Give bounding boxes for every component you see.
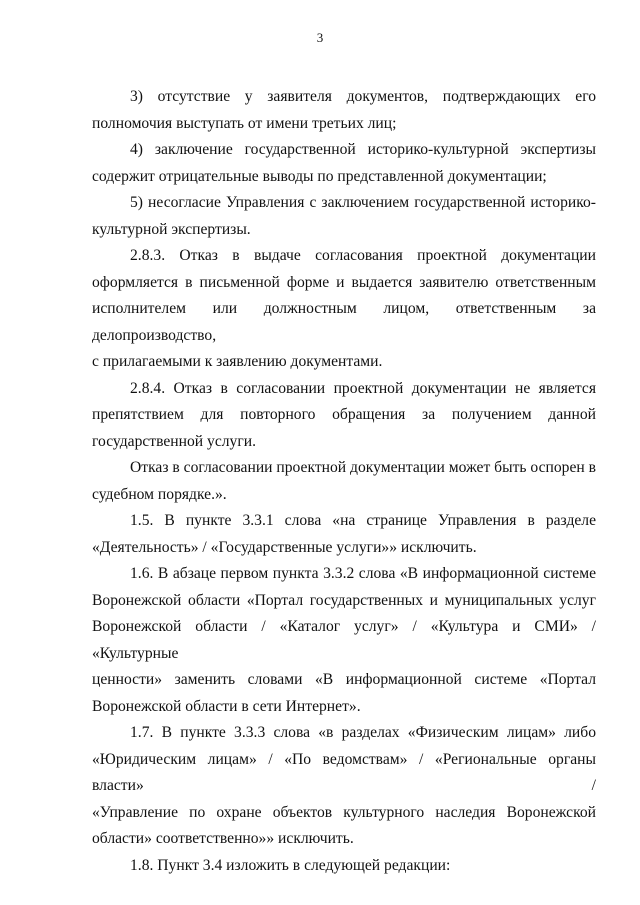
paragraph-para-1-8 (92, 853, 596, 880)
paragraph-item-4 (92, 137, 596, 190)
text-line: области» соответственно»» исключить. (92, 830, 354, 847)
text-line: «Деятельность» / «Государственные услуги»» исключить. (92, 538, 477, 556)
text-line: 1.6. В абзаце первом пункта 3.3.2 слова «В информационной системе (130, 565, 596, 582)
text-line: полномочия выступать от имени третьих лиц; (92, 114, 397, 132)
paragraph-para-1-6 (92, 561, 596, 720)
text-line: судебном порядке.». (92, 485, 227, 503)
text-line: содержит отрицательные выводы по представленной документации; (92, 167, 547, 185)
paragraph-para-2-8-3 (92, 243, 596, 376)
text-line: Отказ в согласовании проектной документации может быть оспорен в (130, 459, 596, 476)
text-line: препятствием для повторного обращения за получением данной (92, 406, 596, 423)
paragraph-para-appeal (92, 455, 596, 508)
text-line: оформляется в письменной форме и выдается заявителю ответственным (92, 273, 596, 291)
text-line: Воронежской области / «Каталог услуг» / «Культура и СМИ» / «Культурные (92, 618, 596, 662)
paragraph-para-1-5 (92, 508, 596, 561)
text-line: государственной услуги. (92, 432, 256, 450)
text-line: 2.8.3. Отказ в выдаче согласования проектной документации (130, 247, 596, 264)
paragraph-para-1-7 (92, 720, 596, 853)
text-line: исполнителем или должностным лицом, ответственным за делопроизводство, (92, 300, 596, 344)
text-line: «Управление по охране объектов культурного наследия Воронежской (92, 803, 596, 821)
text-line: «Юридическим лицам» / «По ведомствам» / «Региональные органы власти» / (92, 750, 596, 794)
page-number: 3 (316, 30, 324, 45)
paragraph-item-3 (92, 84, 596, 137)
text-line: 1.8. Пункт 3.4 изложить в следующей редакции: (130, 856, 451, 874)
paragraph-para-2-8-4 (92, 376, 596, 456)
document-body (92, 84, 596, 879)
text-line: 1.7. В пункте 3.3.3 слова «в разделах «Физическим лицам» либо (130, 724, 596, 741)
text-line: с прилагаемыми к заявлению документами. (92, 353, 383, 370)
text-line: 3) отсутствие у заявителя документов, подтверждающих его (130, 88, 596, 105)
paragraph-item-5 (92, 190, 596, 243)
text-line: 2.8.4. Отказ в согласовании проектной документации не является (130, 379, 596, 397)
text-line: 5) несогласие Управления с заключением государственной историко- (130, 194, 596, 211)
text-line: культурной экспертизы. (92, 220, 251, 238)
text-line: ценности» заменить словами «В информационной системе «Портал (92, 671, 596, 688)
text-line: Воронежской области «Портал государственных и муниципальных услуг (92, 591, 596, 609)
text-line: Воронежской области в сети Интернет». (92, 697, 361, 715)
text-line: 1.5. В пункте 3.3.1 слова «на странице Управления в разделе (130, 512, 596, 529)
text-line: 4) заключение государственной историко-культурной экспертизы (130, 141, 596, 158)
